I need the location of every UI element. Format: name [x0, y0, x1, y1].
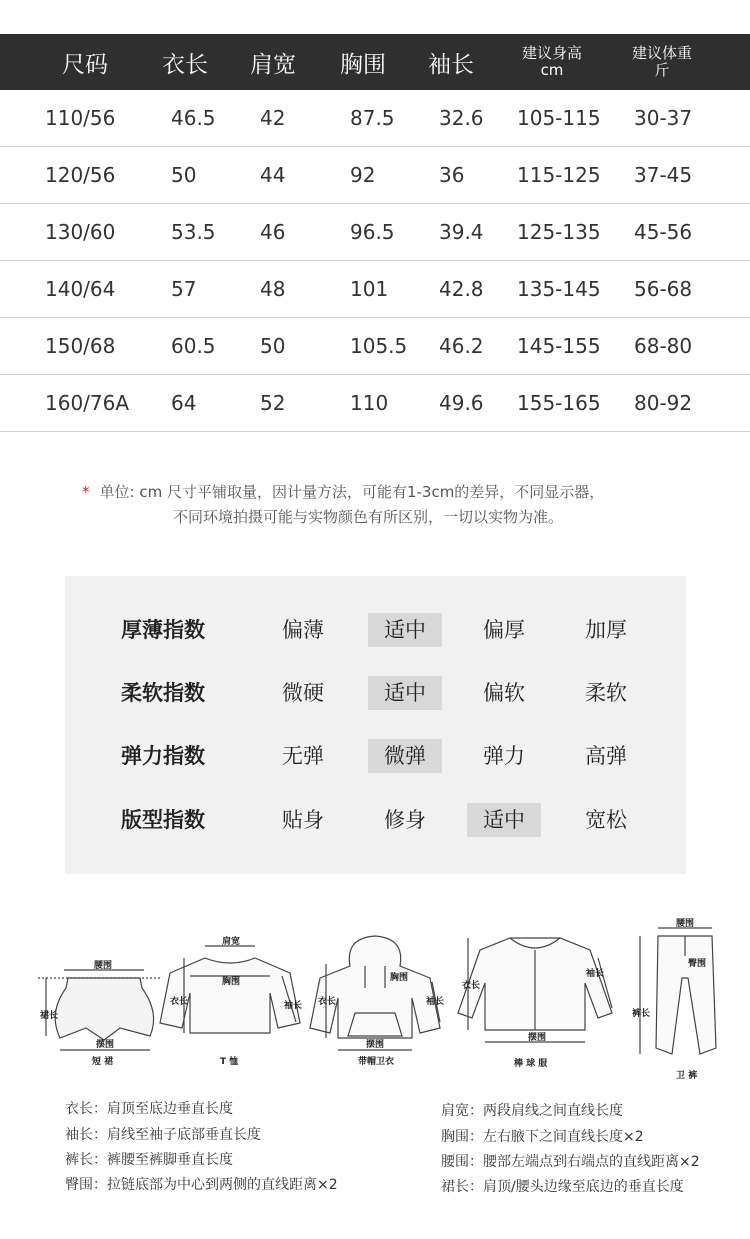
index-title: 弹力指数 — [121, 744, 205, 768]
jacket-sleeve-label: 袖长 — [586, 969, 605, 979]
index-option-selected: 微弹 — [368, 739, 442, 773]
index-option: 偏厚 — [483, 618, 525, 642]
size-cell: 64 — [171, 391, 197, 415]
size-cell: 52 — [260, 391, 286, 415]
index-row — [65, 800, 686, 840]
size-cell: 115-125 — [517, 163, 601, 187]
size-cell: 50 — [171, 163, 197, 187]
size-row — [0, 318, 750, 375]
size-cell: 101 — [350, 277, 389, 301]
index-option: 无弹 — [282, 744, 324, 768]
size-row — [0, 261, 750, 318]
size-cell: 42 — [260, 106, 286, 130]
size-cell: 46 — [260, 220, 286, 244]
def-left-3: 裤长：裤腰至裤脚垂直长度 — [65, 1152, 233, 1168]
jacket-hem-label: 摆围 — [528, 1033, 547, 1043]
header-weight — [622, 34, 702, 90]
pants-length-label: 裤长 — [632, 1009, 651, 1019]
def-left-4: 臀围：拉链底部为中心到两侧的直线距离×2 — [65, 1177, 338, 1193]
header-length: 衣长 — [162, 51, 208, 78]
size-cell: 125-135 — [517, 220, 601, 244]
hoodie-chest-label: 胸围 — [390, 973, 409, 983]
skirt-length-label: 裙长 — [40, 1011, 59, 1021]
header-height-unit: cm — [540, 61, 564, 79]
size-table — [0, 34, 750, 432]
size-row — [0, 147, 750, 204]
index-row — [65, 610, 686, 650]
index-title: 厚薄指数 — [121, 618, 205, 642]
index-option: 贴身 — [282, 808, 324, 832]
header-height-label: 建议身高 — [521, 44, 582, 62]
note-line-2: 不同环境拍摄可能与实物颜色有所区别，一切以实物为准。 — [173, 508, 564, 526]
size-cell: 46.5 — [171, 106, 216, 130]
size-cell: 80-92 — [634, 391, 693, 415]
header-weight-unit: 斤 — [654, 61, 670, 79]
header-chest: 胸围 — [340, 51, 386, 78]
size-cell: 37-45 — [634, 163, 693, 187]
index-row — [65, 673, 686, 713]
index-option: 微硬 — [282, 681, 324, 705]
tshirt-length-label: 衣长 — [170, 997, 189, 1007]
size-cell: 45-56 — [634, 220, 693, 244]
size-cell: 42.8 — [439, 277, 484, 301]
size-cell: 44 — [260, 163, 286, 187]
note-line-1 — [82, 480, 604, 505]
index-title: 柔软指数 — [121, 681, 205, 705]
def-left-1: 衣长：肩顶至底边垂直长度 — [65, 1101, 233, 1117]
size-cell: 32.6 — [439, 106, 484, 130]
skirt-diagram — [38, 970, 160, 1050]
size-cell: 36 — [439, 163, 465, 187]
size-cell: 96.5 — [350, 220, 395, 244]
index-option-selected: 适中 — [368, 676, 442, 710]
size-row — [0, 375, 750, 432]
size-cell: 105-115 — [517, 106, 601, 130]
tshirt-sleeve-label: 袖长 — [284, 1001, 303, 1011]
size-cell: 155-165 — [517, 391, 601, 415]
index-option-selected: 适中 — [368, 613, 442, 647]
fabric-index-panel — [65, 576, 686, 874]
size-cell: 105.5 — [350, 334, 408, 358]
skirt-waist-label: 腰围 — [94, 961, 113, 971]
index-option: 宽松 — [585, 808, 627, 832]
size-cell: 50 — [260, 334, 286, 358]
tshirt-caption: T 恤 — [220, 1057, 239, 1067]
pants-diagram — [640, 928, 716, 1054]
size-cell: 57 — [171, 277, 197, 301]
header-shoulder: 肩宽 — [250, 51, 296, 78]
header-size: 尺码 — [62, 51, 108, 78]
hoodie-hem-label: 摆围 — [366, 1040, 385, 1050]
def-right-4: 裙长：肩顶/腰头边缘至底边的垂直长度 — [441, 1179, 684, 1195]
size-cell: 160/76A — [45, 391, 130, 415]
hoodie-sleeve-label: 袖长 — [426, 997, 445, 1007]
size-row — [0, 204, 750, 261]
tshirt-shoulder-label: 肩宽 — [222, 937, 241, 947]
index-option: 加厚 — [585, 618, 627, 642]
size-cell: 39.4 — [439, 220, 484, 244]
index-option: 柔软 — [585, 681, 627, 705]
size-cell: 68-80 — [634, 334, 693, 358]
index-option-selected: 适中 — [467, 803, 541, 837]
size-table-header — [0, 34, 750, 90]
size-cell: 48 — [260, 277, 286, 301]
jacket-diagram — [458, 938, 612, 1042]
tshirt-chest-label: 胸围 — [222, 977, 241, 987]
size-cell: 46.2 — [439, 334, 484, 358]
size-cell: 130/60 — [45, 220, 116, 244]
size-cell: 120/56 — [45, 163, 116, 187]
note-text-1: 单位: cm 尺寸平铺取量，因计量方法，可能有1-3cm的差异，不同显示器， — [99, 483, 605, 501]
jacket-length-label: 衣长 — [462, 981, 481, 991]
size-cell: 49.6 — [439, 391, 484, 415]
hoodie-length-label: 衣长 — [318, 997, 337, 1007]
garment-diagrams — [0, 918, 750, 1088]
garment-diagrams-svg — [0, 918, 750, 1088]
size-cell: 56-68 — [634, 277, 693, 301]
size-cell: 53.5 — [171, 220, 216, 244]
skirt-caption: 短 裙 — [92, 1057, 114, 1067]
size-cell: 60.5 — [171, 334, 216, 358]
def-right-2: 胸围：左右腋下之间直线长度×2 — [441, 1129, 644, 1145]
def-right-3: 腰围：腰部左端点到右端点的直线距离×2 — [441, 1154, 700, 1170]
index-title: 版型指数 — [121, 808, 205, 832]
pants-waist-label: 腰围 — [676, 919, 695, 929]
pants-caption: 卫 裤 — [676, 1071, 698, 1081]
index-option: 偏薄 — [282, 618, 324, 642]
index-option: 修身 — [384, 808, 426, 832]
header-sleeve: 袖长 — [428, 51, 474, 78]
note-star: * — [82, 483, 90, 501]
def-right-1: 肩宽：两段肩线之间直线长度 — [441, 1103, 623, 1119]
skirt-hem-label: 摆围 — [96, 1040, 115, 1050]
size-cell: 110 — [350, 391, 389, 415]
size-cell: 135-145 — [517, 277, 601, 301]
index-option: 偏软 — [483, 681, 525, 705]
header-weight-label: 建议体重 — [631, 44, 692, 62]
index-option: 高弹 — [585, 744, 627, 768]
size-row — [0, 90, 750, 147]
size-cell: 150/68 — [45, 334, 116, 358]
index-option: 弹力 — [483, 744, 525, 768]
size-cell: 87.5 — [350, 106, 395, 130]
size-cell: 92 — [350, 163, 376, 187]
pants-hip-label: 臀围 — [688, 959, 707, 969]
hoodie-caption: 带帽卫衣 — [358, 1057, 395, 1067]
size-cell: 30-37 — [634, 106, 693, 130]
tshirt-diagram — [160, 946, 303, 1033]
size-cell: 145-155 — [517, 334, 601, 358]
header-height — [512, 34, 592, 90]
def-left-2: 袖长：肩线至袖子底部垂直长度 — [65, 1127, 261, 1143]
size-cell: 140/64 — [45, 277, 116, 301]
size-cell: 110/56 — [45, 106, 116, 130]
jacket-caption: 棒 球 服 — [514, 1059, 548, 1069]
index-row — [65, 736, 686, 776]
hoodie-diagram — [310, 936, 440, 1050]
